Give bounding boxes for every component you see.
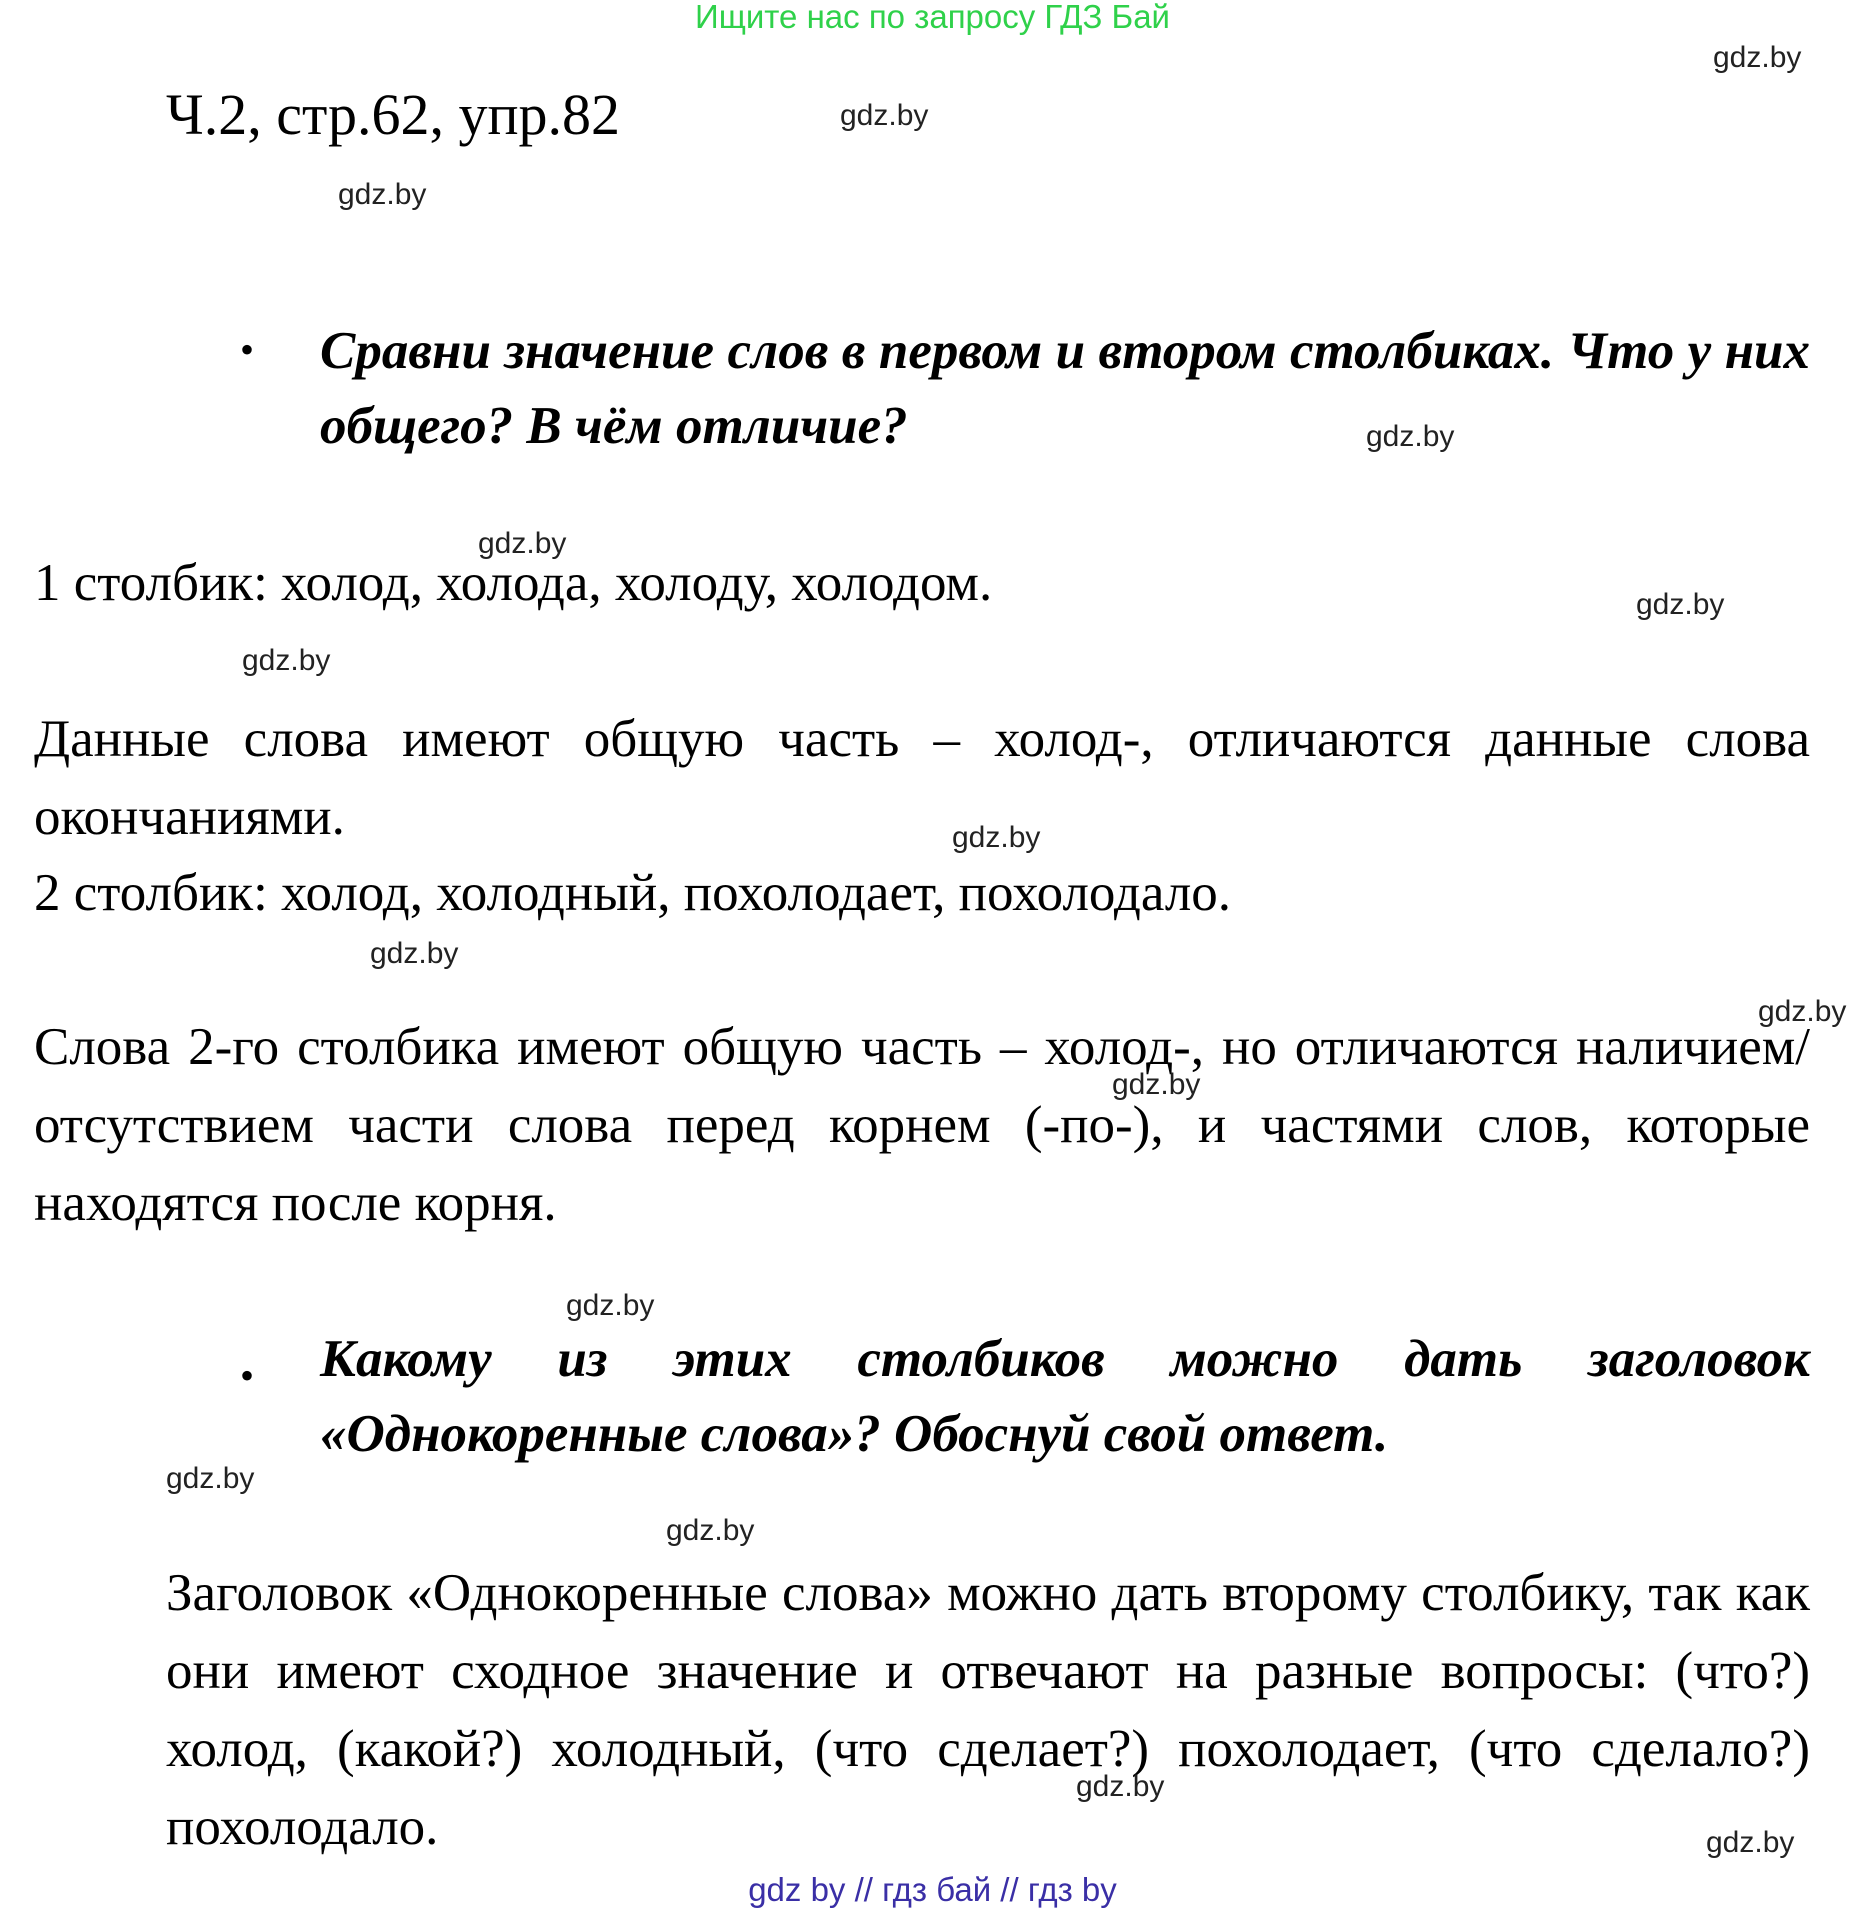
footer-links: gdz by // гдз бай // гдз by: [748, 1871, 1117, 1908]
watermark: gdz.by: [1112, 1068, 1201, 1101]
watermark: gdz.by: [370, 937, 459, 970]
watermark: gdz.by: [1366, 420, 1455, 453]
watermark: gdz.by: [1758, 995, 1847, 1028]
watermark: gdz.by: [952, 821, 1041, 854]
watermark: gdz.by: [242, 644, 331, 677]
watermark: gdz.by: [1706, 1826, 1795, 1859]
search-banner: Ищите нас по запросу ГДЗ Бай: [695, 0, 1170, 35]
column-2-line: 2 столбик: холод, холодный, похолодает, похолодало.: [34, 864, 1232, 922]
question-1: Сравни значение слов в первом и втором столбиках. Что у них общего? В чём отличие?: [320, 322, 1810, 455]
watermark: gdz.by: [666, 1514, 755, 1547]
watermark: gdz.by: [1076, 1770, 1165, 1803]
exercise-title: Ч.2, стр.62, упр.82: [166, 82, 621, 147]
watermark: gdz.by: [566, 1289, 655, 1322]
answer-3: Заголовок «Однокоренные слова» можно дать второму столбику, так как они имеют сходное значение и отвечают на разные вопросы: (что?) холод, (какой?) холодный, (что сделает?) похолодает, (что сделало?) похолодало.: [166, 1564, 1810, 1856]
bullet-2: •: [240, 1353, 255, 1398]
question-2: Какому из этих столбиков можно дать заголовок «Однокоренные слова»? Обоснуй свой ответ.: [320, 1330, 1810, 1463]
answer-1: Данные слова имеют общую часть – холод-, отличаются данные слова окончаниями.: [34, 710, 1810, 846]
watermark: gdz.by: [338, 178, 427, 211]
watermark: gdz.by: [478, 527, 567, 560]
watermark: gdz.by: [166, 1462, 255, 1495]
watermark: gdz.by: [1713, 41, 1802, 74]
watermark: gdz.by: [840, 99, 929, 132]
watermark: gdz.by: [1636, 588, 1725, 621]
answer-2: Слова 2-го столбика имеют общую часть – холод-, но отличаются наличием/отсутствием части слова перед корнем (-по-), и частями слов, которые находятся после корня.: [34, 1018, 1810, 1232]
column-1-line: 1 столбик: холод, холода, холоду, холодом.: [34, 554, 993, 612]
bullet-1: •: [240, 327, 255, 372]
